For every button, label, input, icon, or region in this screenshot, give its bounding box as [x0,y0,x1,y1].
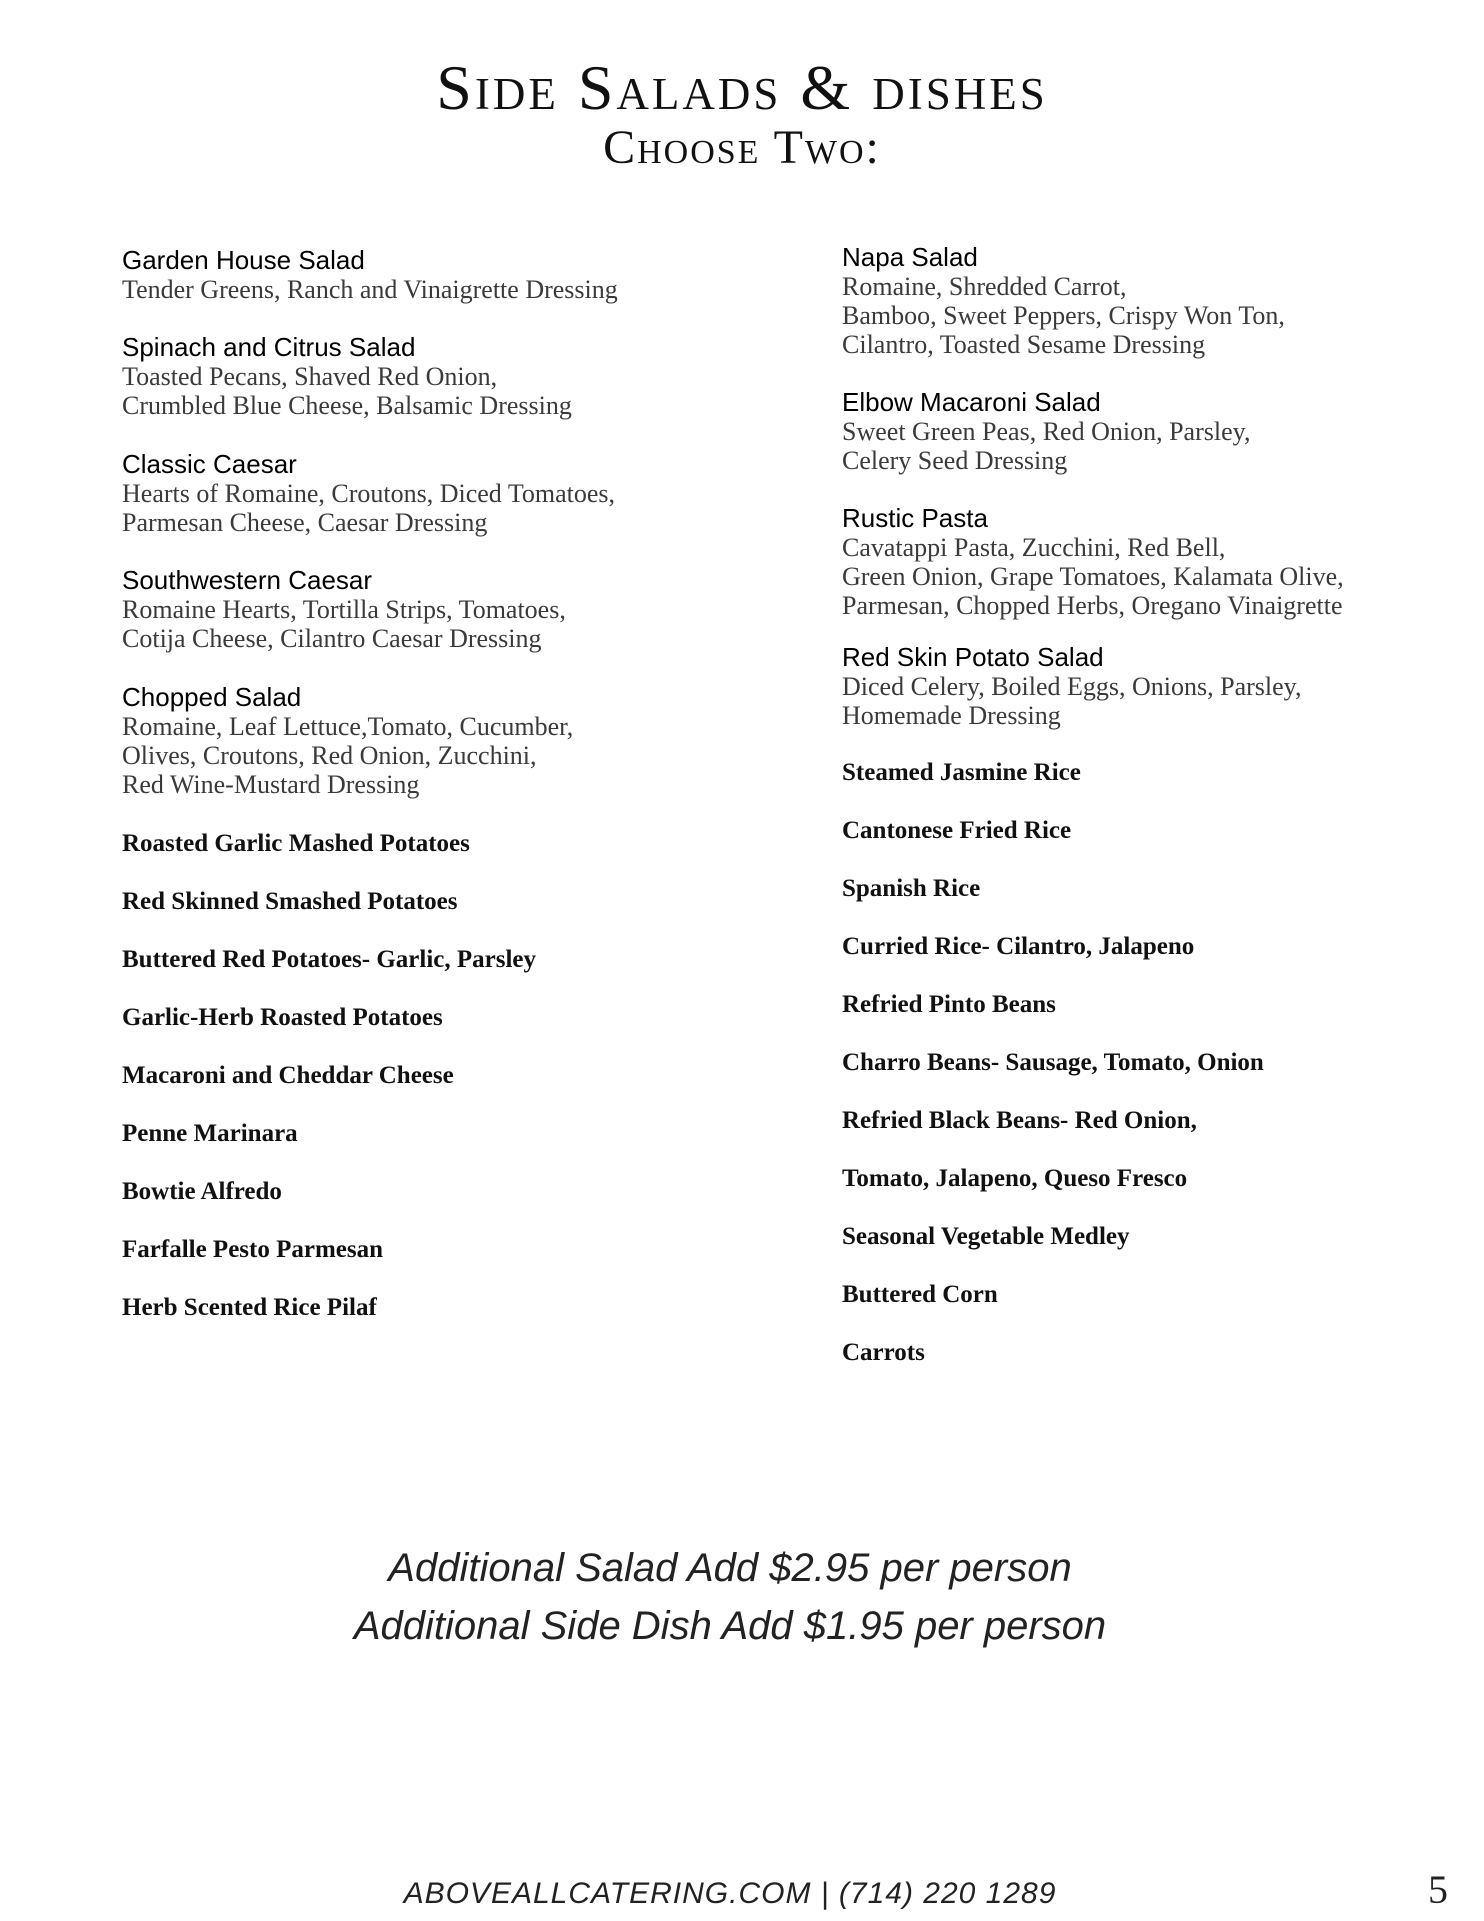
side-dish-item: Tomato, Jalapeno, Queso Fresco [842,1165,1188,1192]
side-dish-item: Penne Marinara [122,1120,298,1147]
salad-description: Romaine, Shredded Carrot, Bamboo, Sweet Peppers, Crispy Won Ton, Cilantro, Toasted Sesame Dressing [842,272,1285,359]
salad-item [842,242,1285,359]
side-dish-item: Refried Black Beans- Red Onion, [842,1107,1197,1134]
salad-item [122,682,573,799]
salad-description: Cavatappi Pasta, Zucchini, Red Bell, Green Onion, Grape Tomatoes, Kalamata Olive, Parmesan, Chopped Herbs, Oregano Vinaigrette [842,533,1344,620]
salad-item [842,387,1250,475]
salad-name: Red Skin Potato Salad [842,642,1104,672]
footer-contact: ABOVEALLCATERING.COM | (714) 220 1289 [403,1877,1057,1910]
salad-name: Garden House Salad [122,245,365,275]
salad-description: Sweet Green Peas, Red Onion, Parsley, Celery Seed Dressing [842,417,1251,475]
salad-description: Romaine Hearts, Tortilla Strips, Tomatoes, Cotija Cheese, Cilantro Caesar Dressing [122,595,566,653]
side-dish-item: Carrots [842,1339,925,1366]
side-dish-item: Cantonese Fried Rice [842,817,1072,844]
side-dish-item: Curried Rice- Cilantro, Jalapeno [842,933,1195,960]
page-title: Side Salads & dishes [436,52,1048,123]
side-dish-item: Farfalle Pesto Parmesan [122,1236,384,1263]
additional-side-price: Additional Side Dish Add $1.95 per person [353,1604,1107,1648]
page-number: 5 [1428,1867,1448,1912]
salad-name: Chopped Salad [122,682,302,712]
page-subtitle: Choose Two: [603,121,881,174]
side-dish-item: Herb Scented Rice Pilaf [122,1294,377,1321]
additional-salad-price: Additional Salad Add $2.95 per person [388,1546,1072,1590]
side-dish-item: Steamed Jasmine Rice [842,759,1081,786]
salad-item [122,332,572,420]
salad-description: Tender Greens, Ranch and Vinaigrette Dressing [122,275,618,304]
side-dish-item: Garlic-Herb Roasted Potatoes [122,1004,443,1031]
salad-name: Rustic Pasta [842,503,988,533]
side-dish-item: Buttered Red Potatoes- Garlic, Parsley [122,946,537,973]
side-dish-item: Charro Beans- Sausage, Tomato, Onion [842,1049,1264,1076]
salad-item [122,449,615,537]
salad-name: Spinach and Citrus Salad [122,332,416,362]
salad-item [842,642,1302,730]
salad-description: Romaine, Leaf Lettuce,Tomato, Cucumber, Olives, Croutons, Red Onion, Zucchini, Red Wine-Mustard Dressing [122,712,574,799]
salad-item [122,565,566,653]
side-dish-item: Roasted Garlic Mashed Potatoes [122,830,470,857]
salad-name: Southwestern Caesar [122,565,373,595]
salad-item [842,503,1344,620]
side-dish-item: Spanish Rice [842,875,981,902]
salad-description: Hearts of Romaine, Croutons, Diced Tomatoes, Parmesan Cheese, Caesar Dressing [122,479,616,537]
salad-name: Napa Salad [842,242,978,272]
side-dish-item: Seasonal Vegetable Medley [842,1223,1130,1250]
side-dish-item: Red Skinned Smashed Potatoes [122,888,458,915]
side-dish-item: Macaroni and Cheddar Cheese [122,1062,454,1089]
side-dish-item: Refried Pinto Beans [842,991,1056,1018]
salad-description: Toasted Pecans, Shaved Red Onion, Crumbled Blue Cheese, Balsamic Dressing [122,362,572,420]
side-dish-item: Buttered Corn [842,1281,998,1308]
side-dish-item: Bowtie Alfredo [122,1178,282,1205]
salad-item [122,245,618,304]
salad-description: Diced Celery, Boiled Eggs, Onions, Parsley, Homemade Dressing [842,672,1302,730]
salad-name: Elbow Macaroni Salad [842,387,1101,417]
salad-name: Classic Caesar [122,449,297,479]
